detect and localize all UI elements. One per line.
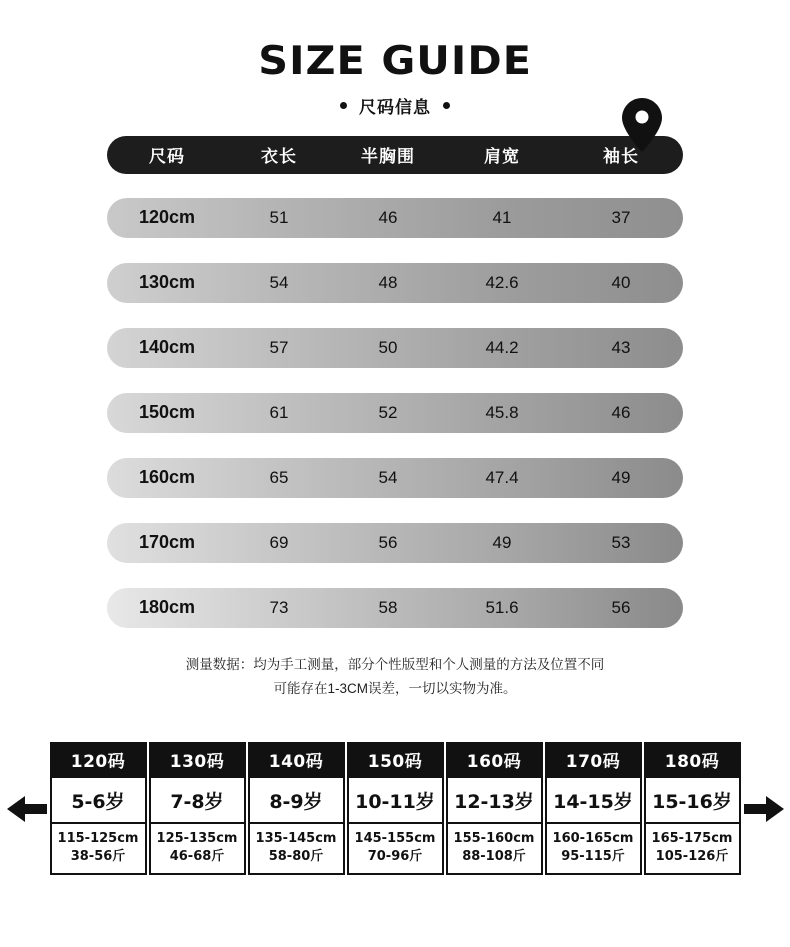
- card-measurements: [644, 822, 741, 875]
- cell-length: 51: [269, 207, 289, 227]
- card-size-label: 160码: [446, 742, 543, 778]
- table-row: [107, 328, 683, 368]
- cell-length: 54: [269, 272, 289, 292]
- column-header-length: 衣长: [261, 147, 297, 167]
- card-height: 135-145cm: [255, 831, 337, 846]
- cell-size: 150cm: [138, 402, 196, 423]
- cell-length: 65: [269, 467, 289, 487]
- column-header-sleeve: 袖长: [603, 147, 639, 167]
- cell-sleeve: 43: [611, 337, 631, 357]
- card-weight: 38-56斤: [70, 848, 126, 864]
- cell-shoulder: 42.6: [485, 272, 519, 292]
- card-height: 145-155cm: [354, 831, 436, 846]
- column-header-half-chest: 半胸围: [361, 147, 415, 167]
- cell-sleeve: 53: [611, 532, 631, 552]
- card-age-label: 10-11岁: [347, 778, 444, 822]
- table-row: [107, 588, 683, 628]
- size-card: [50, 742, 147, 875]
- cell-shoulder: 51.6: [485, 597, 519, 617]
- cell-sleeve: 56: [611, 597, 631, 617]
- cell-half-chest: 50: [378, 337, 398, 357]
- cell-shoulder: 45.8: [485, 402, 519, 422]
- table-row: [107, 198, 683, 238]
- card-height: 155-160cm: [453, 831, 535, 846]
- measurement-note: [0, 653, 790, 700]
- cell-sleeve: 40: [611, 272, 631, 292]
- card-height: 125-135cm: [156, 831, 238, 846]
- cell-shoulder: 47.4: [485, 467, 519, 487]
- cell-size: 160cm: [138, 467, 196, 488]
- header-block: [0, 0, 790, 118]
- cell-half-chest: 54: [378, 467, 398, 487]
- table-row: [107, 393, 683, 433]
- card-measurements: [347, 822, 444, 875]
- cards-container: [50, 742, 741, 875]
- cell-shoulder: 44.2: [485, 337, 519, 357]
- cell-half-chest: 56: [378, 532, 398, 552]
- column-header-size: 尺码: [149, 147, 185, 167]
- cell-sleeve: 37: [611, 207, 631, 227]
- size-recommendation-strip: [0, 742, 790, 875]
- card-measurements: [50, 822, 147, 875]
- table-row: [107, 458, 683, 498]
- size-card: [248, 742, 345, 875]
- card-age-label: 8-9岁: [248, 778, 345, 822]
- page-subtitle: 尺码信息: [359, 97, 431, 117]
- cell-sleeve: 49: [611, 467, 631, 487]
- column-header-shoulder: 肩宽: [484, 147, 520, 167]
- note-line-2: 可能存在1-3CM误差，一切以实物为准。: [273, 680, 517, 696]
- cell-half-chest: 48: [378, 272, 398, 292]
- cell-size: 140cm: [138, 337, 196, 358]
- card-measurements: [545, 822, 642, 875]
- card-weight: 70-96斤: [367, 848, 423, 864]
- page-title: SIZE GUIDE: [258, 39, 532, 84]
- card-size-label: 150码: [347, 742, 444, 778]
- card-weight: 88-108斤: [462, 848, 526, 864]
- card-weight: 95-115斤: [561, 848, 625, 864]
- arrow-right-icon: [741, 794, 787, 824]
- card-size-label: 180码: [644, 742, 741, 778]
- size-card: [644, 742, 741, 875]
- arrow-left-icon: [4, 794, 50, 824]
- table-header-row: [107, 136, 683, 174]
- table-row: [107, 523, 683, 563]
- subtitle-row: [0, 93, 790, 118]
- size-card: [446, 742, 543, 875]
- cell-length: 61: [269, 402, 289, 422]
- cell-length: 73: [269, 597, 289, 617]
- card-size-label: 130码: [149, 742, 246, 778]
- card-measurements: [149, 822, 246, 875]
- card-size-label: 140码: [248, 742, 345, 778]
- cell-shoulder: 41: [492, 207, 512, 227]
- card-age-label: 14-15岁: [545, 778, 642, 822]
- card-age-label: 12-13岁: [446, 778, 543, 822]
- size-table: [107, 136, 683, 628]
- card-measurements: [248, 822, 345, 875]
- size-card: [545, 742, 642, 875]
- size-card: [347, 742, 444, 875]
- bullet-dot-icon-left: [340, 102, 347, 109]
- cell-size: 130cm: [138, 272, 196, 293]
- cell-half-chest: 46: [378, 207, 398, 227]
- cell-size: 170cm: [138, 532, 196, 553]
- card-height: 115-125cm: [57, 831, 139, 846]
- card-weight: 105-126斤: [655, 848, 729, 864]
- bullet-dot-icon-right: [443, 102, 450, 109]
- note-line-1: 测量数据：均为手工测量，部分个性版型和个人测量的方法及位置不同: [185, 656, 605, 672]
- card-age-label: 7-8岁: [149, 778, 246, 822]
- cell-half-chest: 58: [378, 597, 398, 617]
- cell-size: 180cm: [138, 597, 196, 618]
- card-size-label: 170码: [545, 742, 642, 778]
- card-measurements: [446, 822, 543, 875]
- card-size-label: 120码: [50, 742, 147, 778]
- card-height: 165-175cm: [651, 831, 733, 846]
- table-row: [107, 263, 683, 303]
- cell-shoulder: 49: [492, 532, 512, 552]
- card-age-label: 5-6岁: [50, 778, 147, 822]
- map-pin-icon: [622, 98, 662, 152]
- card-height: 160-165cm: [552, 831, 634, 846]
- cell-sleeve: 46: [611, 402, 631, 422]
- card-weight: 46-68斤: [169, 848, 225, 864]
- card-weight: 58-80斤: [268, 848, 324, 864]
- card-age-label: 15-16岁: [644, 778, 741, 822]
- cell-length: 69: [269, 532, 289, 552]
- cell-half-chest: 52: [378, 402, 398, 422]
- cell-size: 120cm: [138, 207, 196, 228]
- size-card: [149, 742, 246, 875]
- cell-length: 57: [269, 337, 289, 357]
